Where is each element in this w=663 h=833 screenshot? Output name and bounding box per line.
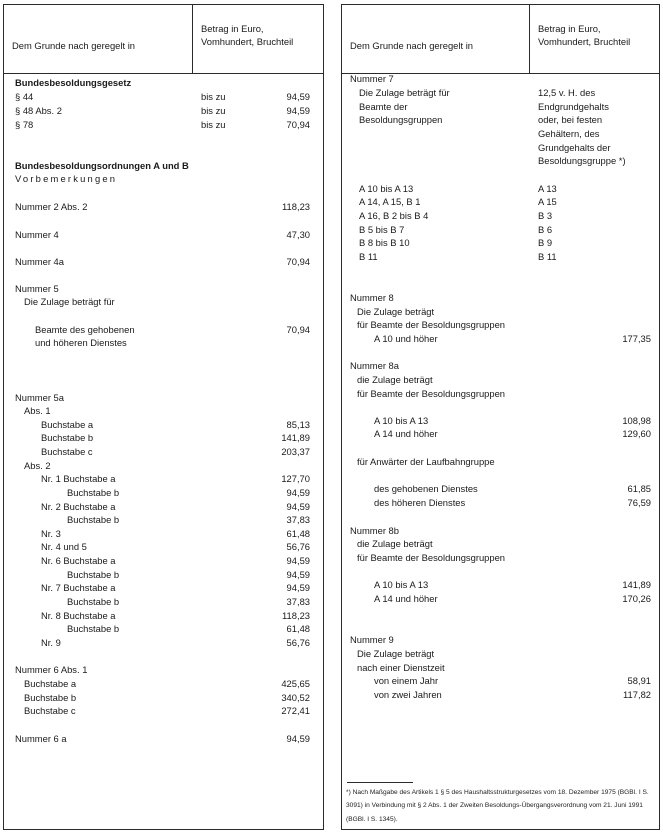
right-header-col2-line1: Betrag in Euro, <box>538 23 601 34</box>
right-row-label: für Beamte der Besoldungsgruppen <box>357 552 506 563</box>
left-row-note: bis zu <box>201 105 226 116</box>
left-row-label: Abs. 2 <box>24 460 51 471</box>
right-row-label: Die Zulage beträgt für <box>359 87 450 98</box>
left-row-note: bis zu <box>201 91 226 102</box>
right-row-label: Nummer 8b <box>350 525 399 536</box>
left-row-label: Buchstabe b <box>67 623 120 634</box>
right-row-label: B 8 bis B 10 <box>359 237 410 248</box>
left-row-label: § 44 <box>15 91 34 102</box>
left-row-value: 141,89 <box>281 432 310 443</box>
right-row-label: A 10 bis A 13 <box>374 415 429 426</box>
left-row-label: Nr. 4 und 5 <box>41 541 87 552</box>
left-row-label: Nr. 1 Buchstabe a <box>41 473 116 484</box>
left-table-panel <box>3 4 324 830</box>
right-row-note: B 3 <box>538 210 553 221</box>
right-row-note: A 13 <box>538 183 557 194</box>
left-row-label: Buchstabe c <box>41 446 93 457</box>
left-row-label: Buchstabe b <box>67 514 120 525</box>
left-row-value: 94,59 <box>286 501 310 512</box>
right-row-note: Endgrundgehalts <box>538 101 609 112</box>
right-row-value: 170,26 <box>622 593 651 604</box>
left-header-divider <box>192 5 193 73</box>
right-row-label: B 11 <box>359 251 378 262</box>
right-row-label: B 5 bis B 7 <box>359 224 405 235</box>
right-row-value: 76,59 <box>627 497 651 508</box>
right-row-label: für Anwärter der Laufbahngruppe <box>357 456 495 467</box>
left-header-col2 <box>201 22 293 48</box>
left-row-value: 94,59 <box>286 487 310 498</box>
left-row-label: Nummer 4a <box>15 256 64 267</box>
right-row-label: Besoldungsgruppen <box>359 114 443 125</box>
right-row-value: 129,60 <box>622 428 651 439</box>
left-row-value: 272,41 <box>281 705 310 716</box>
left-row-label: Nummer 5a <box>15 392 64 403</box>
left-row-value: 70,94 <box>286 119 310 130</box>
right-row-note: Gehältern, des <box>538 128 600 139</box>
right-row-label: Die Zulage beträgt <box>357 648 435 659</box>
left-row-value: 37,83 <box>286 596 310 607</box>
right-row-note: Grundgehalts der <box>538 142 611 153</box>
right-row-value: 141,89 <box>622 579 651 590</box>
left-row-label: Buchstabe a <box>24 678 77 689</box>
right-row-note: 12,5 v. H. des <box>538 87 596 98</box>
left-row-value: 118,23 <box>282 201 310 212</box>
left-row-value: 56,76 <box>286 637 310 648</box>
left-row-value: 94,59 <box>286 569 310 580</box>
right-header-col2 <box>538 22 630 48</box>
left-row-value: 85,13 <box>286 419 310 430</box>
left-row-label: Nr. 2 Buchstabe a <box>41 501 116 512</box>
right-row-label: Beamte der <box>359 101 408 112</box>
left-row-label: Nr. 7 Buchstabe a <box>41 582 116 593</box>
left-row-label: Buchstabe b <box>41 432 94 443</box>
right-row-label: A 14, A 15, B 1 <box>359 196 421 207</box>
left-row-label: Nummer 6 a <box>15 733 67 744</box>
right-row-label: für Beamte der Besoldungsgruppen <box>357 388 506 399</box>
left-row-value: 61,48 <box>286 528 310 539</box>
right-row-note: A 15 <box>538 196 557 207</box>
right-row-label: nach einer Dienstzeit <box>357 662 445 673</box>
left-row-value: 203,37 <box>281 446 310 457</box>
footnote-rule <box>347 782 413 783</box>
right-header-divider <box>529 5 530 73</box>
left-row-label: § 78 <box>15 119 34 130</box>
left-row-value: 61,48 <box>286 623 310 634</box>
left-row-label: und höheren Dienstes <box>35 337 127 348</box>
left-row-value: 70,94 <box>286 324 310 335</box>
left-table-header <box>4 5 323 74</box>
left-row-label: Bundesbesoldungsordnungen A und B <box>15 160 189 171</box>
right-row-label: A 16, B 2 bis B 4 <box>359 210 429 221</box>
left-row-label: Nummer 4 <box>15 229 59 240</box>
left-row-label: Abs. 1 <box>24 405 51 416</box>
left-row-label: § 48 Abs. 2 <box>15 105 62 116</box>
left-row-value: 37,83 <box>286 514 310 525</box>
left-row-value: 94,59 <box>286 582 310 593</box>
left-row-label: Nummer 6 Abs. 1 <box>15 664 88 675</box>
right-row-label: A 14 und höher <box>374 428 438 439</box>
right-table-header <box>342 5 659 74</box>
right-row-note: B 6 <box>538 224 553 235</box>
right-row-label: Die Zulage beträgt <box>357 306 435 317</box>
left-row-label: Nr. 8 Buchstabe a <box>41 610 116 621</box>
left-row-label: Buchstabe b <box>24 692 77 703</box>
right-row-label: für Beamte der Besoldungsgruppen <box>357 319 506 330</box>
left-row-label: Die Zulage beträgt für <box>24 296 115 307</box>
left-row-value: 56,76 <box>286 541 310 552</box>
right-table-panel <box>341 4 660 830</box>
right-row-value: 58,91 <box>627 675 651 686</box>
left-row-value: 94,59 <box>286 733 310 744</box>
right-row-label: A 14 und höher <box>374 593 438 604</box>
left-row-label: Nr. 9 <box>41 637 61 648</box>
left-row-value: 70,94 <box>286 256 310 267</box>
left-row-label: Buchstabe b <box>67 487 120 498</box>
left-row-label: Buchstabe b <box>67 569 120 580</box>
right-row-note: Besoldungsgruppe *) <box>538 155 626 166</box>
left-row-label: Nummer 5 <box>15 283 59 294</box>
left-row-note: bis zu <box>201 119 226 130</box>
right-row-label: A 10 und höher <box>374 333 438 344</box>
right-row-label: von einem Jahr <box>374 675 439 686</box>
right-row-note: B 9 <box>538 237 553 248</box>
right-row-label: A 10 bis A 13 <box>359 183 414 194</box>
left-row-label: Nr. 6 Buchstabe a <box>41 555 116 566</box>
left-row-label: Nummer 2 Abs. 2 <box>15 201 88 212</box>
right-row-label: Nummer 8a <box>350 360 399 371</box>
right-row-value: 177,35 <box>622 333 651 344</box>
right-row-value: 117,82 <box>623 689 651 700</box>
right-row-label: A 10 bis A 13 <box>374 579 429 590</box>
left-row-label: Vorbemerkungen <box>15 173 118 184</box>
left-row-value: 47,30 <box>286 229 310 240</box>
right-header-col2-line2: Vomhundert, Bruchteil <box>538 36 631 47</box>
left-header-col2-line2: Vomhundert, Bruchteil <box>201 36 294 47</box>
left-row-value: 94,59 <box>286 105 310 116</box>
right-row-label: die Zulage beträgt <box>357 538 433 549</box>
left-row-value: 425,65 <box>281 678 310 689</box>
left-row-value: 94,59 <box>286 555 310 566</box>
left-row-label: Nr. 3 <box>41 528 61 539</box>
right-row-value: 108,98 <box>622 415 651 426</box>
right-row-label: von zwei Jahren <box>374 689 442 700</box>
left-header-col2-line1: Betrag in Euro, <box>201 23 264 34</box>
left-row-value: 340,52 <box>281 692 310 703</box>
left-header-col1: Dem Grunde nach geregelt in <box>12 40 135 51</box>
left-row-label: Buchstabe b <box>67 596 120 607</box>
right-row-label: des gehobenen Dienstes <box>374 483 478 494</box>
left-row-value: 118,23 <box>282 610 310 621</box>
right-row-note: B 11 <box>538 251 557 262</box>
right-row-label: Nummer 9 <box>350 634 394 645</box>
left-row-label: Buchstabe a <box>41 419 94 430</box>
left-row-label: Buchstabe c <box>24 705 76 716</box>
right-row-label: Nummer 8 <box>350 292 394 303</box>
left-row-value: 127,70 <box>281 473 310 484</box>
right-header-col1: Dem Grunde nach geregelt in <box>350 40 473 51</box>
footnote: *) Nach Maßgabe des Artikels 1 § 5 des Haushaltsstrukturgesetzes vom 18. Dezember 1975 (BGBl. I S. 3091) in Verbindung mit § 2 Abs. 1 der Zweiten Besoldungs-Übergangsverordnung vom 21. Juni 1991 (BGBl. I S. 1345). <box>346 789 649 823</box>
right-row-label: die Zulage beträgt <box>357 374 433 385</box>
right-row-note: oder, bei festen <box>538 114 603 125</box>
left-row-label: Bundesbesoldungsgesetz <box>15 77 132 88</box>
right-row-label: Nummer 7 <box>350 73 394 84</box>
right-row-label: des höheren Dienstes <box>374 497 466 508</box>
right-row-value: 61,85 <box>627 483 651 494</box>
left-row-value: 94,59 <box>286 91 310 102</box>
left-row-label: Beamte des gehobenen <box>35 324 135 335</box>
